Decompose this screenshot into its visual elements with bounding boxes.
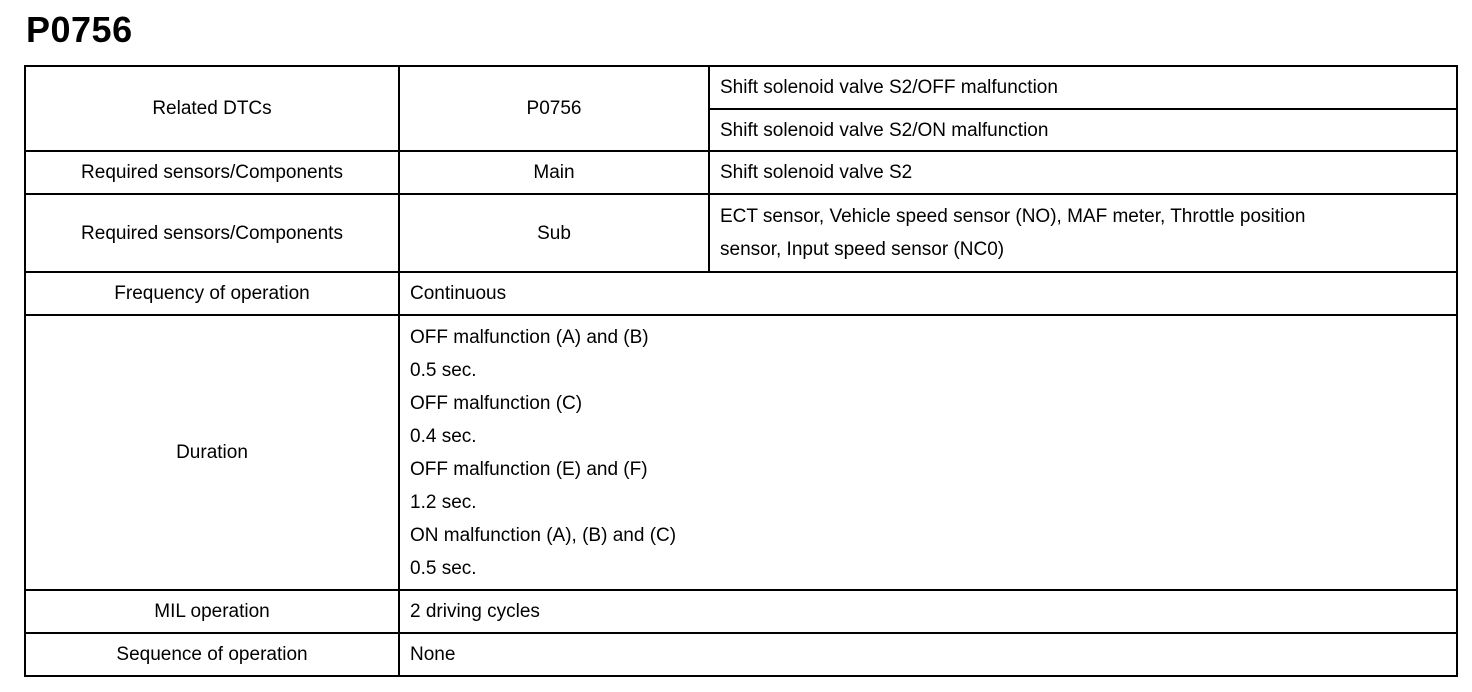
sub-sensors-line: sensor, Input speed sensor (NC0) — [720, 239, 1005, 260]
frequency-value: Continuous — [399, 272, 1457, 315]
duration-line: 0.4 sec. — [410, 425, 477, 447]
duration-label: Duration — [25, 315, 399, 590]
duration-line: 0.5 sec. — [410, 557, 477, 579]
sequence-label: Sequence of operation — [25, 633, 399, 676]
mil-operation-label: MIL operation — [25, 590, 399, 633]
related-dtc-item: Shift solenoid valve S2/ON malfunction — [709, 109, 1457, 151]
sub-sensors-type: Sub — [399, 194, 709, 272]
frequency-label: Frequency of operation — [25, 272, 399, 315]
main-sensors-label: Required sensors/Components — [25, 151, 399, 194]
table-row-sub-sensors — [25, 194, 1457, 272]
duration-line: ON malfunction (A), (B) and (C) — [410, 524, 677, 546]
related-dtc-item: Shift solenoid valve S2/OFF malfunction — [709, 66, 1457, 109]
sub-sensors-label: Required sensors/Components — [25, 194, 399, 272]
related-dtcs-code: P0756 — [399, 66, 709, 151]
duration-line: OFF malfunction (E) and (F) — [410, 458, 648, 480]
table-row-main-sensors — [25, 151, 1457, 194]
table-row-duration — [25, 315, 1457, 590]
duration-line: 1.2 sec. — [410, 491, 477, 513]
table-row-frequency — [25, 272, 1457, 315]
page-title: P0756 — [26, 9, 133, 50]
table-row-related-dtcs-1 — [25, 66, 1457, 109]
related-dtcs-label: Related DTCs — [25, 66, 399, 151]
main-sensors-type: Main — [399, 151, 709, 194]
sub-sensors-line: ECT sensor, Vehicle speed sensor (NO), MAF meter, Throttle position — [720, 206, 1306, 227]
mil-operation-value: 2 driving cycles — [399, 590, 1457, 633]
duration-line: OFF malfunction (C) — [410, 392, 583, 414]
duration-line: 0.5 sec. — [410, 359, 477, 381]
sequence-value: None — [399, 633, 1457, 676]
table-row-mil — [25, 590, 1457, 633]
table-row-sequence — [25, 633, 1457, 676]
main-sensors-value: Shift solenoid valve S2 — [709, 151, 1457, 194]
duration-value — [399, 315, 1457, 590]
duration-line: OFF malfunction (A) and (B) — [410, 326, 649, 348]
dtc-spec-table — [24, 65, 1458, 677]
sub-sensors-value — [709, 194, 1457, 272]
